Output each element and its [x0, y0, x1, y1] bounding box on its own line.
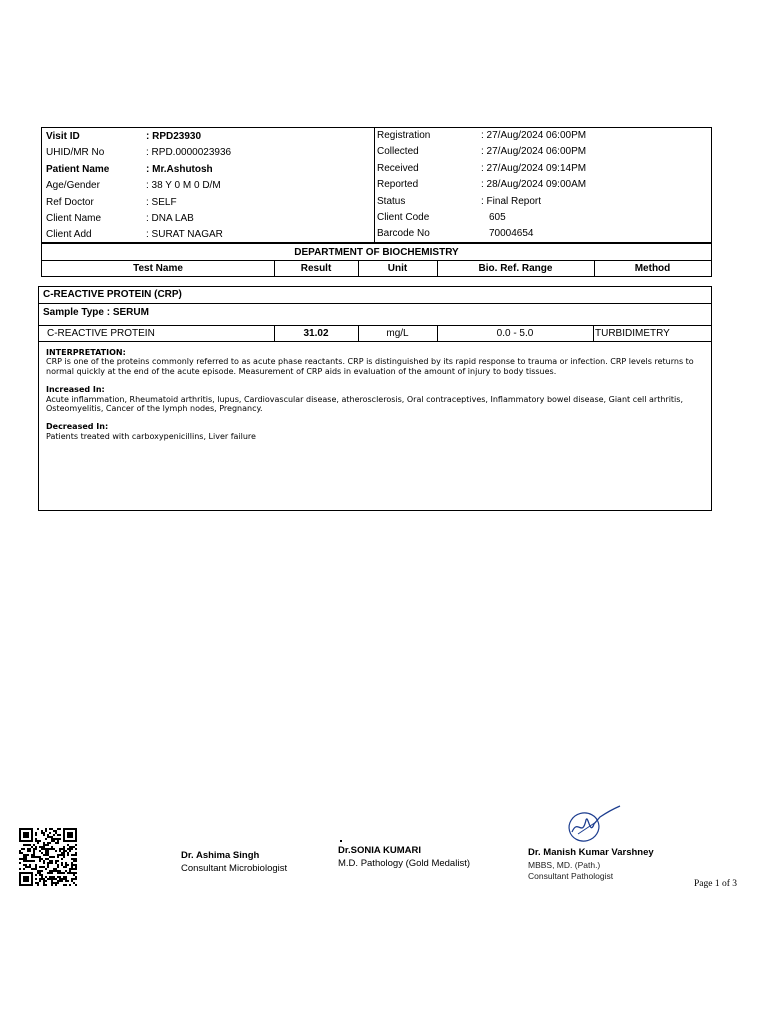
left-value: : 38 Y 0 M 0 D/M: [146, 180, 221, 192]
left-value: : RPD23930: [146, 131, 202, 142]
signatory-3-title: MBBS, MD. (Path.): [528, 860, 601, 870]
column-header-range: Bio. Ref. Range: [478, 262, 553, 274]
signatory-2-title: M.D. Pathology (Gold Medalist): [338, 858, 470, 869]
signatory-3-name: Dr. Manish Kumar Varshney: [528, 847, 654, 858]
qr-code-icon: [19, 828, 77, 886]
left-label: Ref Doctor: [46, 196, 94, 208]
left-label: Client Name: [46, 213, 102, 224]
patient-info-divider: [374, 128, 375, 242]
signatory-1-name: Dr. Ashima Singh: [181, 850, 260, 861]
page-number: Page 1 of 3: [694, 879, 738, 889]
test-result-box: [38, 286, 712, 511]
left-value: : SURAT NAGAR: [146, 229, 223, 241]
left-label: Patient Name: [46, 163, 110, 175]
right-value: : Final Report: [481, 195, 542, 207]
right-label: Client Code: [377, 212, 430, 223]
increased-heading: Increased In:: [46, 385, 105, 395]
department-title: DEPARTMENT OF BIOCHEMISTRY: [294, 246, 459, 258]
right-label: Collected: [377, 146, 419, 158]
decreased-heading: Decreased In:: [46, 422, 109, 432]
right-label: Reported: [377, 179, 419, 191]
row-divider: [39, 341, 711, 342]
right-label: Received: [377, 162, 419, 174]
cell-divider: [593, 326, 594, 341]
result-value: 31.02: [303, 328, 329, 339]
left-value: : SELF: [146, 196, 177, 208]
left-value: : DNA LAB: [146, 213, 194, 224]
row-divider: [39, 303, 711, 304]
right-label: Status: [377, 195, 406, 207]
right-value: : 27/Aug/2024 06:00PM: [481, 130, 587, 141]
right-value: : 28/Aug/2024 09:00AM: [481, 179, 587, 191]
column-header-method: Method: [634, 262, 671, 274]
left-label: Client Add: [46, 229, 92, 241]
interpretation-section: [46, 348, 696, 441]
column-header-row: [42, 261, 711, 276]
result-method: TURBIDIMETRY: [595, 328, 670, 339]
left-value: : RPD.0000023936: [146, 147, 232, 159]
result-unit: mg/L: [386, 328, 409, 339]
decreased-text: Patients treated with carboxypenicillins, Liver failure: [46, 431, 256, 441]
left-label: Age/Gender: [46, 180, 100, 192]
interpretation-text: CRP is one of the proteins commonly referred to as acute phase reactants. CRP is distinguished by its rapid response to trauma or infection. CRP levels returns to normal quickly at the end of the acute episode. Measurement of CRP aids in evaluation of the amount of injury to body tissues.: [46, 357, 694, 376]
column-header-result: Result: [300, 262, 332, 274]
signatory-1-title: Consultant Microbiologist: [181, 863, 288, 874]
signatory-3-title-2: Consultant Pathologist: [528, 871, 614, 881]
sample-type: Sample Type : SERUM: [43, 307, 149, 318]
test-title: C-REACTIVE PROTEIN (CRP): [43, 289, 182, 300]
result-test-name: C-REACTIVE PROTEIN: [47, 328, 155, 339]
signature-icon: [558, 802, 622, 846]
increased-text: Acute inflammation, Rheumatoid arthritis, lupus, Cardiovascular disease, atherosclerosis, Oral contraceptives, Inflammatory bowel disease, Giant cell arthritis, Osteomyelitis, Cancer of the lymph nodes, Pregnancy.: [46, 394, 683, 414]
right-value: 70004654: [489, 228, 534, 240]
column-header-test-name: Test Name: [133, 262, 183, 274]
right-label: Barcode No: [377, 228, 430, 240]
right-value: : 27/Aug/2024 06:00PM: [481, 146, 587, 158]
signatory-2-name: Dr.SONIA KUMARI: [338, 845, 422, 856]
left-label: UHID/MR No: [46, 147, 105, 159]
column-header-unit: Unit: [387, 262, 408, 274]
signatory-2-dot: [340, 840, 342, 842]
left-value: : Mr.Ashutosh: [146, 163, 213, 175]
result-row: [39, 326, 711, 341]
interpretation-heading: INTERPRETATION:: [46, 348, 126, 357]
patient-info-box: [41, 127, 712, 243]
right-label: Registration: [377, 130, 431, 141]
department-header-box: [41, 243, 712, 277]
right-value: : 27/Aug/2024 09:14PM: [481, 162, 587, 174]
right-value: 605: [489, 212, 506, 223]
result-range: 0.0 - 5.0: [496, 328, 534, 339]
left-label: Visit ID: [46, 131, 80, 142]
